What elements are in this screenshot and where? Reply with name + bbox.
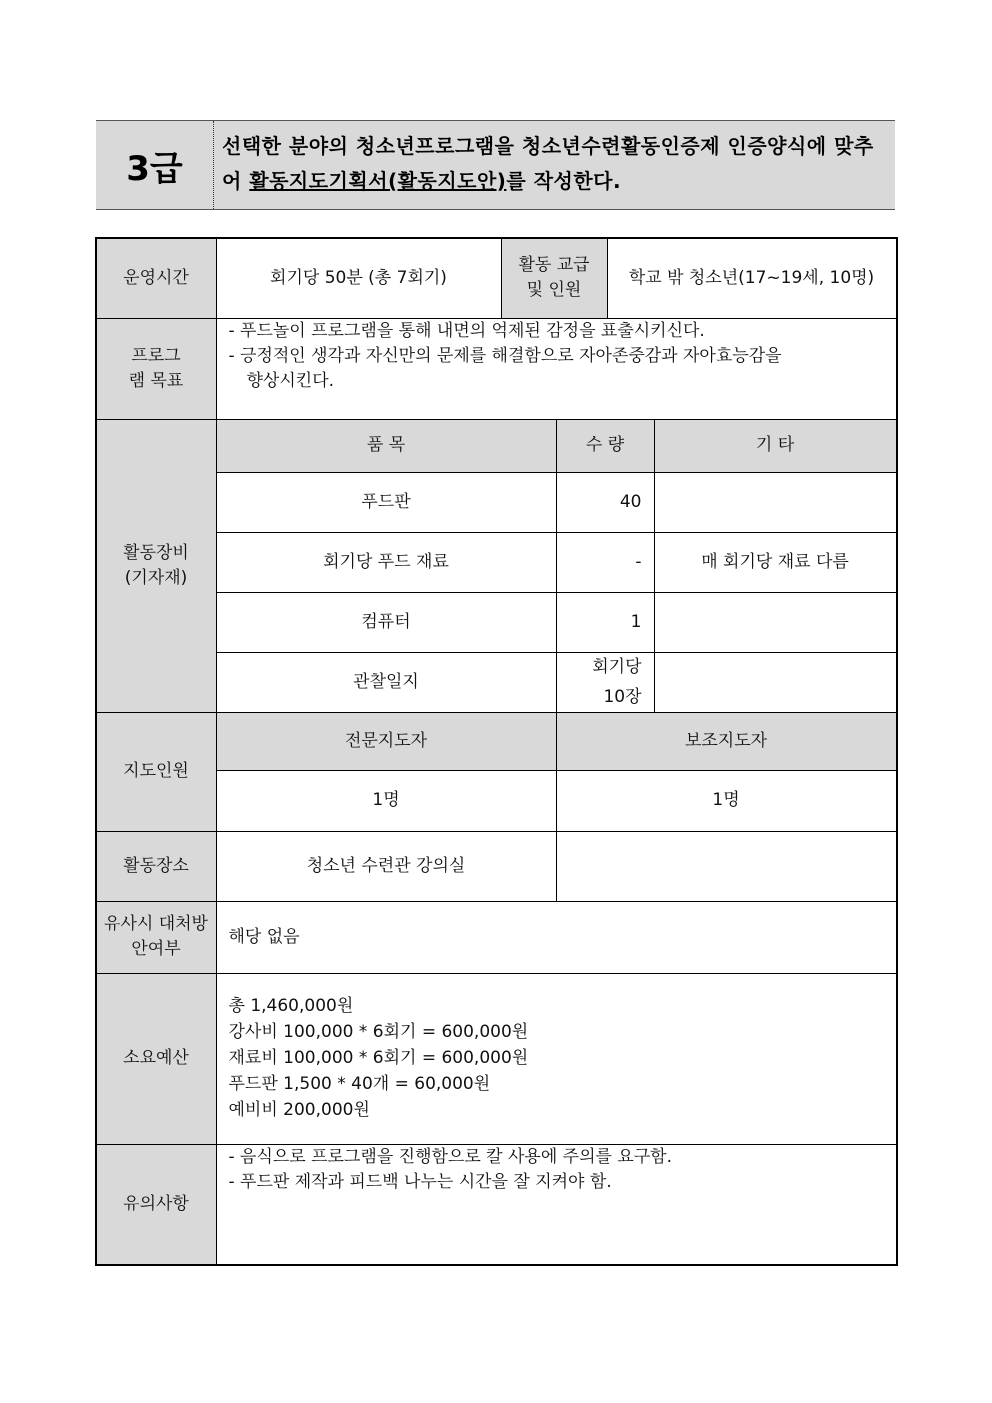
task-header [96,120,895,210]
equip-qty: 1 [556,592,655,653]
budget-line: 총 1,460,000원 [228,995,354,1016]
equip-header-etc: 기 타 [654,419,897,473]
alt-plan-value: 해당 없음 [216,901,897,974]
equip-qty: 회기당 10장 [556,652,655,713]
goal-item: 향상시킨다. [246,370,335,391]
goal-list [216,318,897,420]
op-time-label: 운영시간 [96,238,217,319]
equip-qty: 40 [556,472,655,533]
grade-label: 3급 [96,121,214,209]
goal-item: - 푸드놀이 프로그램을 통해 내면의 억제된 감정을 표출시키신다. [228,320,705,341]
equip-label: 활동장비 (기자재) [96,419,217,713]
staff-label: 지도인원 [96,712,217,832]
place-value: 청소년 수련관 강의실 [216,831,557,902]
task-text-underlined: 활동지도기획서(활동지도안) [249,169,507,193]
budget-line: 강사비 100,000 * 6회기 = 600,000원 [228,1021,529,1042]
target-value: 학교 밖 청소년(17~19세, 10명) [607,238,897,319]
budget-label: 소요예산 [96,973,217,1145]
task-description [222,129,892,199]
staff-header-expert: 전문지도자 [216,712,557,771]
equip-etc [654,472,897,533]
budget-line: 푸드판 1,500 * 40개 = 60,000원 [228,1073,491,1094]
equip-item: 컴퓨터 [216,592,557,653]
budget-line: 재료비 100,000 * 6회기 = 600,000원 [228,1047,529,1068]
note-item: - 음식으로 프로그램을 진행함으로 칼 사용에 주의를 요구함. [228,1146,672,1167]
equip-etc [654,652,897,713]
equip-item: 푸드판 [216,472,557,533]
goal-label: 프로그램 목표 [96,318,217,420]
place-empty [556,831,897,902]
equip-qty: - [556,532,655,593]
alt-plan-label: 유사시 대처방안여부 [96,901,217,974]
task-text: 선택한 분야의 청소년프로그램을 청소년수련활동인증제 인증양식에 맞추어 [222,134,874,193]
target-label: 활동 교급 및 인원 [501,238,608,319]
equip-header-item: 품 목 [216,419,557,473]
equip-item: 회기당 푸드 재료 [216,532,557,593]
staff-header-assistant: 보조지도자 [556,712,897,771]
task-text-end: 를 작성한다. [506,169,622,193]
notes-label: 유의사항 [96,1144,217,1266]
budget-line: 예비비 200,000원 [228,1099,370,1120]
staff-assistant-count: 1명 [556,770,897,832]
equip-etc [654,592,897,653]
op-time-value: 회기당 50분 (총 7회기) [216,238,502,319]
staff-expert-count: 1명 [216,770,557,832]
goal-item: - 긍정적인 생각과 자신만의 문제를 해결함으로 자아존중감과 자아효능감을 [228,345,782,366]
budget-list [216,973,897,1145]
notes-list [216,1144,897,1266]
equip-item: 관찰일지 [216,652,557,713]
equip-header-qty: 수 량 [556,419,655,473]
place-label: 활동장소 [96,831,217,902]
note-item: - 푸드판 제작과 피드백 나누는 시간을 잘 지켜야 함. [228,1171,612,1192]
equip-etc: 매 회기당 재료 다름 [654,532,897,593]
